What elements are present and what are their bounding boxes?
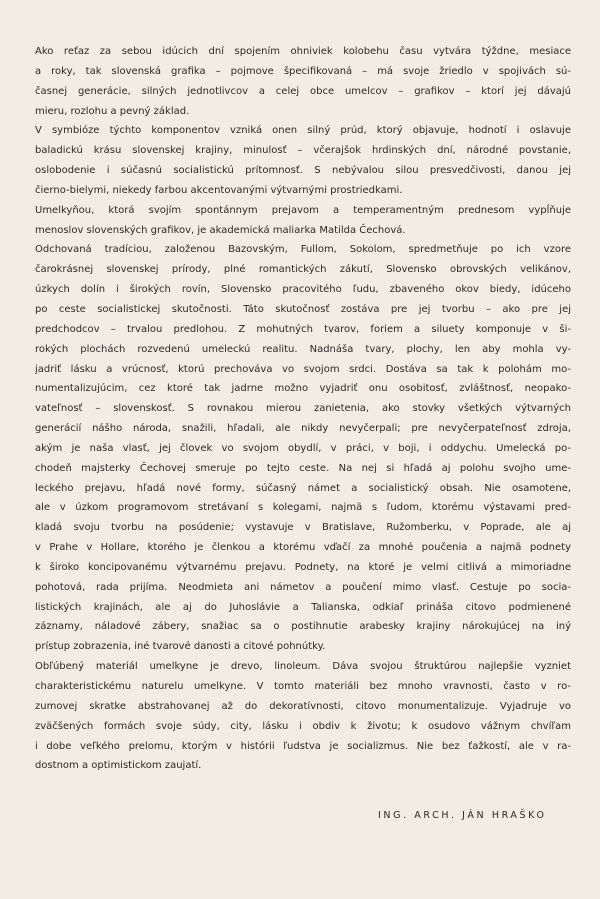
text-line: mieru, rozlohu a pevný základ. <box>35 105 190 117</box>
text-line: zumovej skratke abstrahovanej až do dekoratívnosti, citovo monumentalizuje. Vyjadruje vo <box>35 700 571 712</box>
text-line: numentalizujúcim, cez ktoré tak jadrne možno vyjadriť onu osobitosť, zvláštnosť, neopako- <box>35 383 571 395</box>
text-line: menoslov slovenských grafikov, je akademická maliarka Matilda Čechová. <box>35 224 406 236</box>
text-line: kladá svoju tvorbu na posúdenie; vystavuje v Bratislave, Ružomberku, v Poprade, ale aj <box>35 522 571 534</box>
text-line: akým je naša vlasť, jej človek vo svojom obydlí, v práci, v boji, i oddychu. Umelecká po- <box>35 442 571 454</box>
text-line: Ako reťaz za sebou idúcich dní spojením ohniviek kolobehu času vytvára týždne, mesiace <box>35 46 571 57</box>
text-line: predchodcov – trvalou predlohou. Z mohutných tvarov, foriem a siluety komponuje v ši- <box>35 323 571 335</box>
text-line: generácií nášho národa, snažili, hľadali, ale nikdy nevyčerpali; pre nevyčerpateľnosť zdroja, <box>35 423 571 435</box>
text-line: jadriť lásku a vrúcnosť, ktorú prechováva vo svojom srdci. Dostáva sa tak k polohám mo- <box>35 363 571 375</box>
text-line: oslobodenie i súčasnú socialistickú prítomnosť. S nebývalou silou presvedčivosti, danou jej <box>35 165 571 177</box>
text-line: čarokrásnej slovenskej prírody, plné romantických zákutí, Slovensko obrovských velikánov, <box>35 264 571 276</box>
text-line: a roky, tak slovenská grafika – pojmove špecifikovaná – má svoje žriedlo v spojivách sú- <box>35 65 571 77</box>
text-line: Umelkyňou, ktorá svojím spontánnym prejavom a temperamentným prednesom vypĺňuje <box>35 204 571 216</box>
text-line: i dobe veľkého prelomu, ktorým v histórii ľudstva je socializmus. Nie bez ťažkostí, ale v ra- <box>35 740 571 752</box>
text-line: Odchovaná tradíciou, založenou Bazovským, Fullom, Sokolom, spredmetňuje po ich vzore <box>35 244 571 256</box>
text-line: k široko koncipovanému výtvarnému prejavu. Podnety, na ktoré je velmi citlivá a mimoriadne <box>35 561 571 573</box>
text-line: prístup zobrazenia, iné tvarové danosti a citové pohnútky. <box>35 641 326 653</box>
text-line: čierno-bielymi, niekedy farbou akcentovanými výtvarnými prostriedkami. <box>35 184 403 196</box>
text-line: ale v úzkom programovom stretávaní s kolegami, najmä s ľudom, ktorému výstavami pred- <box>35 502 571 514</box>
text-line: rokých plochách rozvedenú umeleckú realitu. Nadnáša tvary, plochy, len aby mohla vy- <box>35 343 571 355</box>
author-signature: ING. ARCH. JÁN HRAŠKO <box>378 810 547 821</box>
text-line: pohotová, rada prijíma. Neodmieta ani námetov a poučení mimo vlasť. Cestuje po socia- <box>35 581 571 593</box>
text-line: Obľúbený materiál umelkyne je drevo, linoleum. Dáva svojou štruktúrou najlepšie vyzniet <box>35 661 571 673</box>
text-line: časnej generácie, silných jednotlivcov a celej obce umelcov – grafikov – ktorí jej dávajú <box>35 85 571 97</box>
text-line: zväčšených formách svoje súdy, city, lásku i obdiv k životu; k osudovo vážnym chvíľam <box>35 720 571 732</box>
text-line: dostnom a optimistickom zaujatí. <box>35 760 202 772</box>
text-line: záznamy, náladové zábery, snažiac sa o postihnutie arabesky krajiny nárokujúcej na iný <box>35 621 571 633</box>
text-line: leckého prejavu, hľadá nové formy, súčasný námet a socialistický obsah. Nie osamotene, <box>35 482 571 494</box>
text-line: po ceste socialistickej skutočnosti. Táto skutočnosť zostáva pre jej tvorbu – ako pre jej <box>35 303 571 315</box>
text-line: v Prahe v Hollare, ktorého je členkou a ktorému vďačí za mnohé poučenia a najmä podnety <box>35 542 571 554</box>
text-line: chodeň majsterky Čechovej smeruje po tejto ceste. Na nej si hľadá aj polohu svojho ume- <box>35 462 571 474</box>
text-line: baladickú krásu slovenskej krajiny, minulosť – včerajšok hrdinských dní, národné povstanie, <box>35 145 571 157</box>
text-line: vateľnosť – slovenskosť. S rovnakou mierou zanietenia, ako stovky všetkých výtvarných <box>35 403 571 415</box>
text-line: V symbióze týchto komponentov vzniká onen silný prúd, ktorý objavuje, hodnotí i oslavuje <box>35 125 571 137</box>
body-text <box>35 42 571 776</box>
text-line: charakteristickému naturelu umelkyne. V tomto materiáli bez mnoho vravnosti, často v ro- <box>35 681 571 692</box>
text-line: úzkych dolín i širokých rovín, Slovensko pracovitého ľudu, zbaveného okov biedy, idúceho <box>35 284 571 296</box>
text-line: listických krajinách, ale aj do Juhoslávie a Talianska, odkiaľ prináša citovo podmienené <box>35 601 571 613</box>
